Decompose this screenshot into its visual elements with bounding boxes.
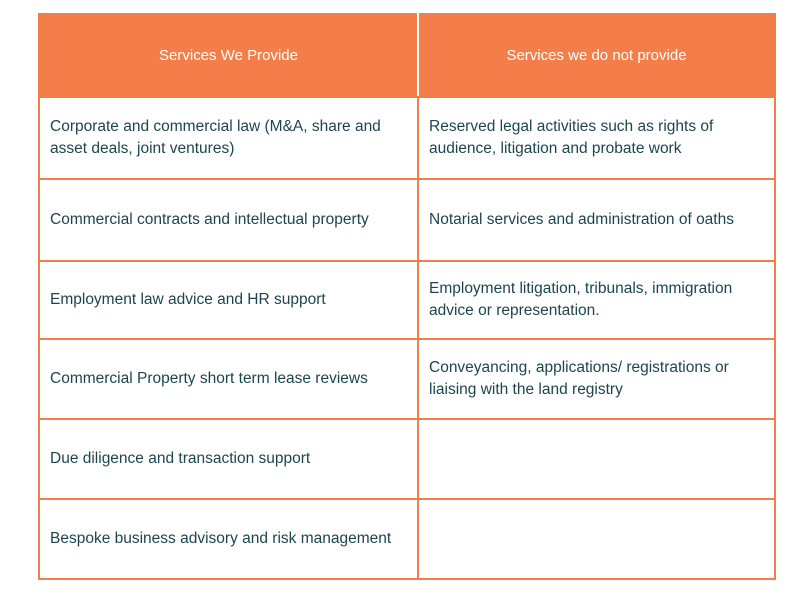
header-services-not-provided: Services we do not provide [418, 14, 775, 97]
header-services-provided: Services We Provide [39, 14, 418, 97]
not-provided-cell: Employment litigation, tribunals, immigration advice or representation. [418, 261, 775, 339]
table-row [39, 179, 775, 261]
not-provided-cell: Conveyancing, applications/ registrations or liaising with the land registry [418, 339, 775, 419]
services-table-container [38, 13, 774, 580]
provided-cell: Commercial contracts and intellectual property [39, 179, 418, 261]
provided-cell: Employment law advice and HR support [39, 261, 418, 339]
provided-cell: Bespoke business advisory and risk management [39, 499, 418, 579]
table-row [39, 499, 775, 579]
services-table [38, 13, 776, 580]
not-provided-cell-empty [418, 419, 775, 499]
not-provided-cell: Reserved legal activities such as rights of audience, litigation and probate work [418, 97, 775, 179]
provided-cell: Due diligence and transaction support [39, 419, 418, 499]
not-provided-cell-empty [418, 499, 775, 579]
not-provided-cell: Notarial services and administration of oaths [418, 179, 775, 261]
provided-cell: Corporate and commercial law (M&A, share and asset deals, joint ventures) [39, 97, 418, 179]
table-row [39, 419, 775, 499]
table-header-row [39, 14, 775, 97]
table-row [39, 97, 775, 179]
provided-cell: Commercial Property short term lease reviews [39, 339, 418, 419]
table-row [39, 339, 775, 419]
table-row [39, 261, 775, 339]
